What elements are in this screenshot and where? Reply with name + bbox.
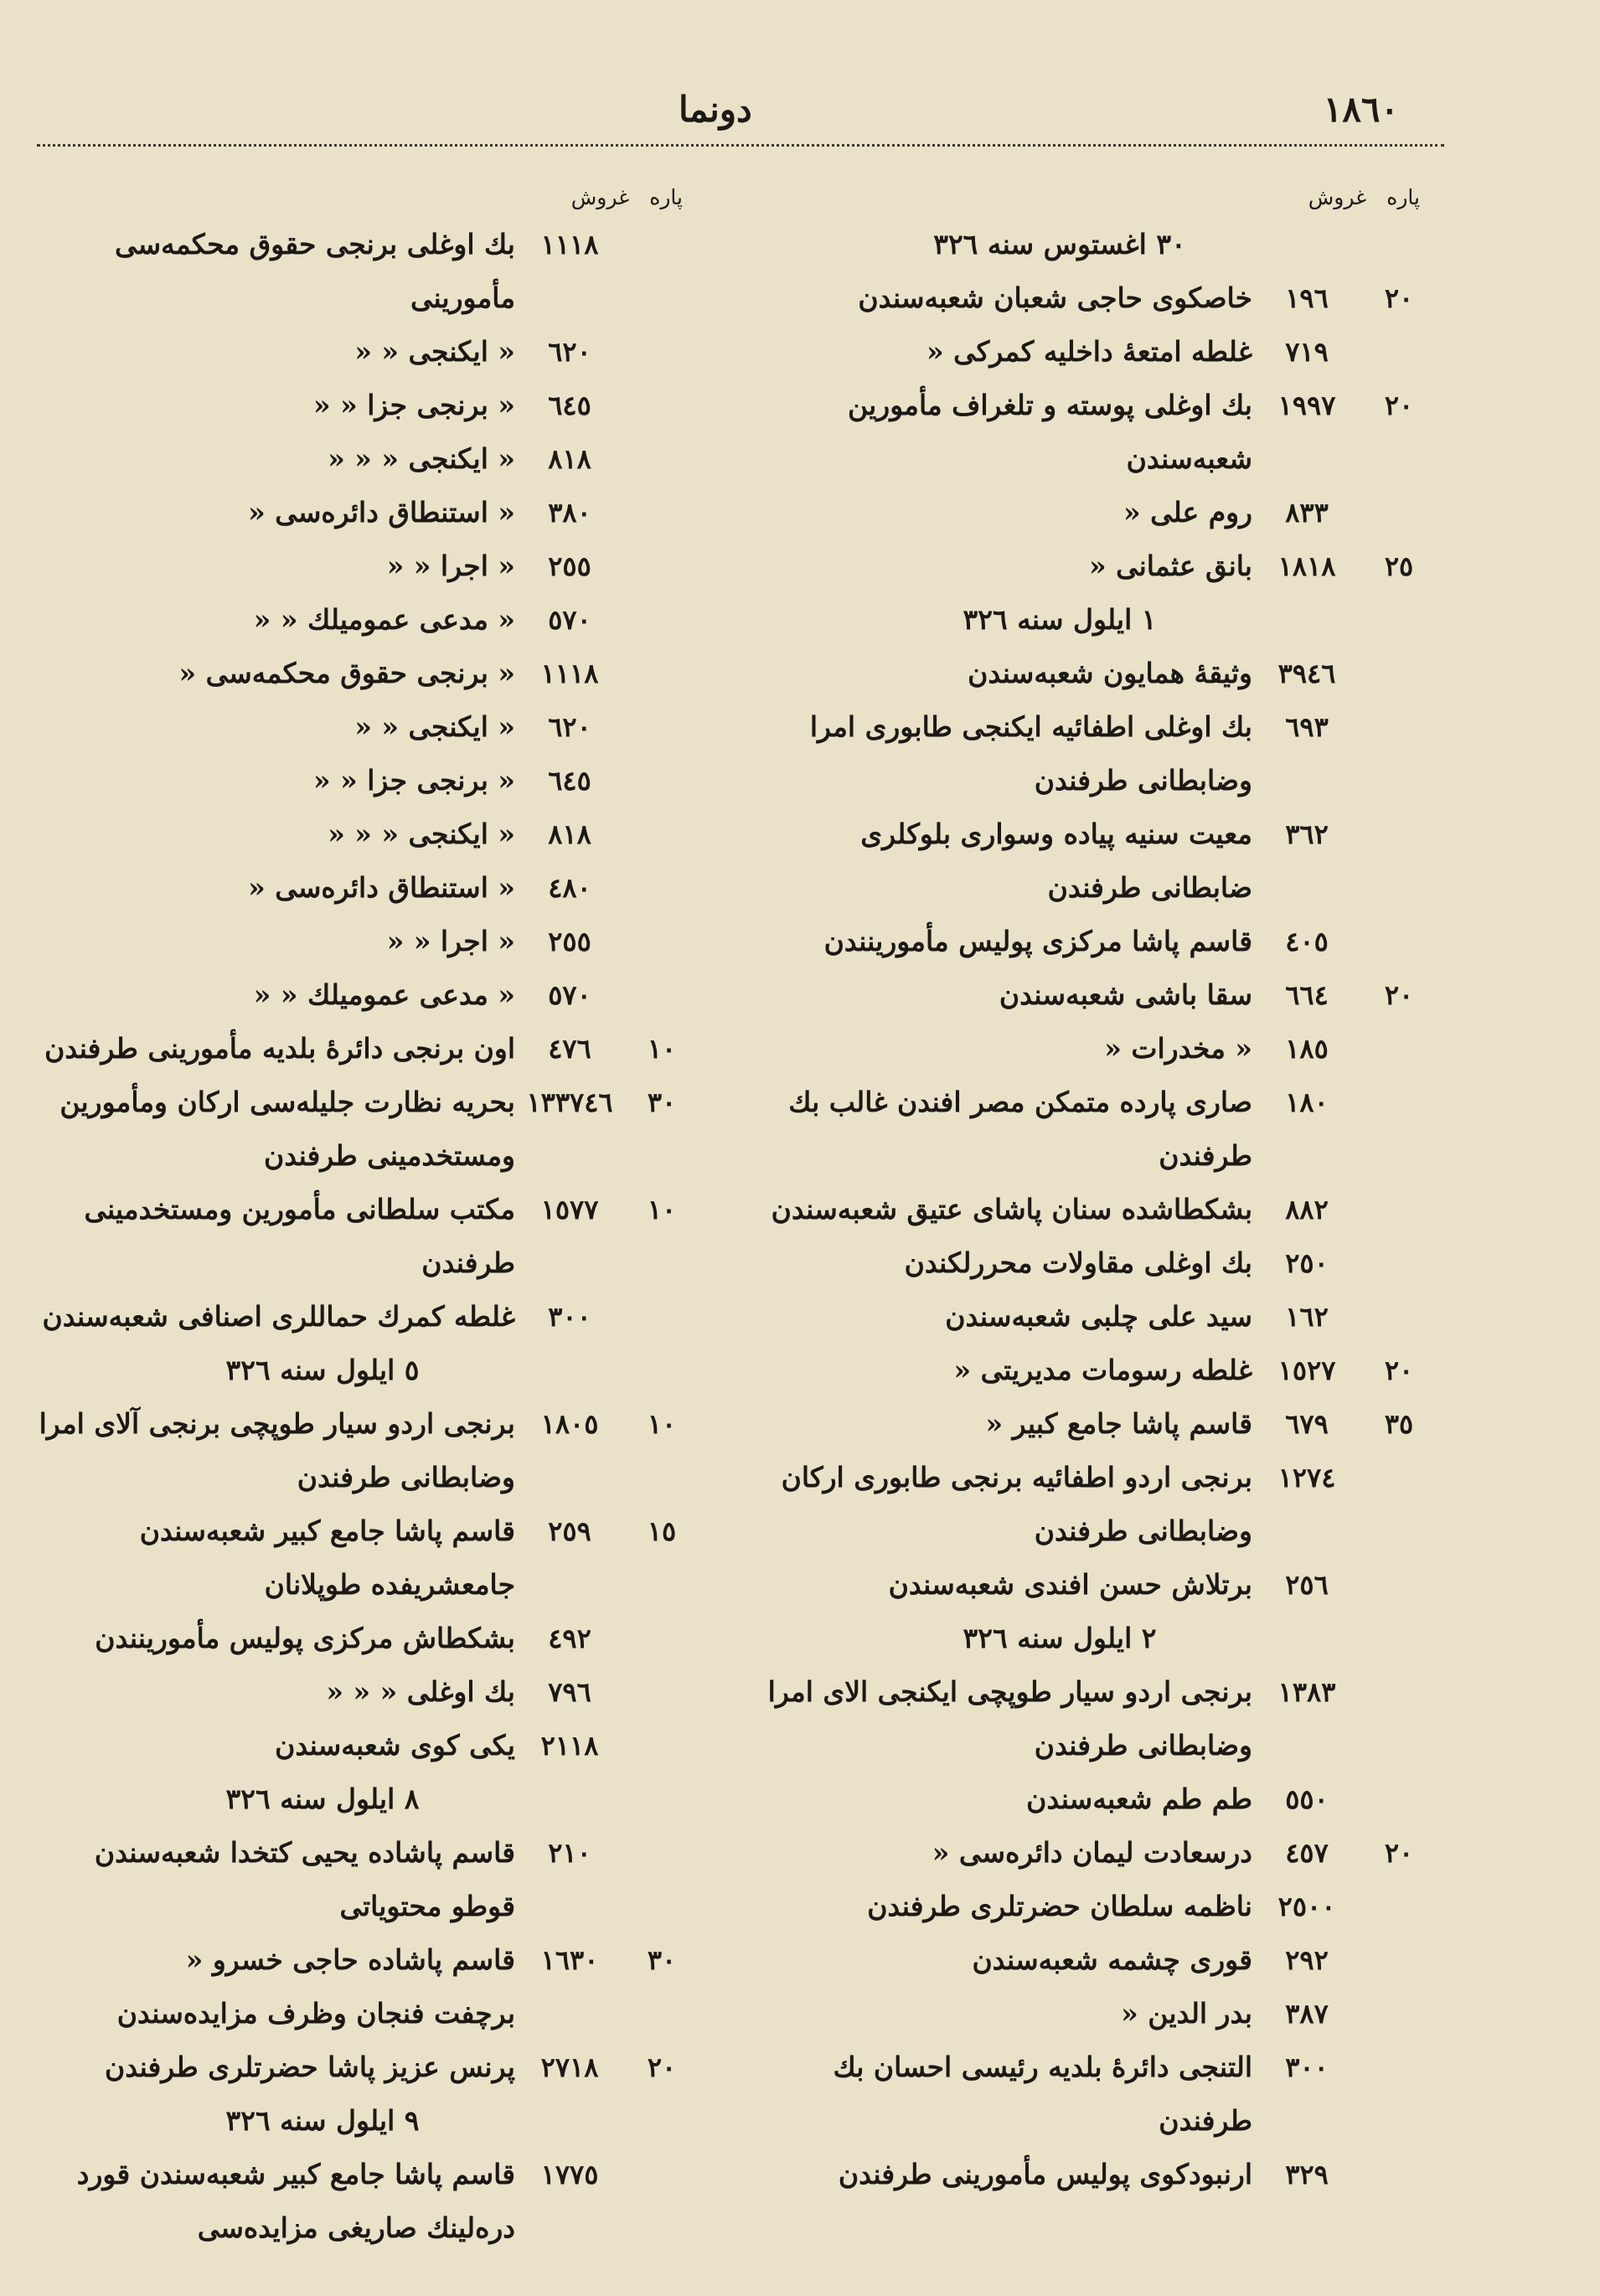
date-heading-row xyxy=(766,1612,1437,1665)
kurus-amount: ٢٥٦ xyxy=(1285,1569,1329,1601)
kurus-amount: ٣٠٠ xyxy=(548,1301,591,1333)
ledger-entry xyxy=(29,593,699,647)
ledger-entry xyxy=(29,1504,699,1612)
entry-description: اون برنجى دائرهٔ بلديه مأمورينى طرفندن xyxy=(44,1032,515,1065)
ledger-entry xyxy=(766,2041,1437,2148)
entry-description: بك اوغلى برنجى حقوق محكمه‌سى مأمورينى xyxy=(114,228,515,314)
entry-description: پرنس عزيز پاشا حضرتلرى طرفندن xyxy=(105,2051,515,2083)
entry-description: التنجى دائرهٔ بلديه رئيسى احسان بك طرفندن xyxy=(833,2051,1252,2137)
kurus-amount: ١٨٠ xyxy=(1285,1086,1329,1118)
para-amount: ٢٠ xyxy=(1384,979,1414,1011)
ledger-entry xyxy=(29,807,699,861)
kurus-amount: ٣٦٢ xyxy=(1285,818,1329,850)
ledger-entry xyxy=(29,2041,699,2094)
entry-description: « مخدرات « xyxy=(1104,1032,1252,1065)
ledger-entry xyxy=(29,1397,699,1504)
para-amount: ٣٠ xyxy=(647,1944,677,1976)
entry-description: يكى كوى شعبه‌سندن xyxy=(275,1729,515,1762)
entry-description: « اجرا « « xyxy=(386,549,515,582)
entry-description: درسعادت ليمان دائره‌سى « xyxy=(932,1836,1252,1869)
kurus-amount: ٢٥٩ xyxy=(548,1515,591,1547)
ledger-entry xyxy=(766,539,1437,593)
kurus-amount: ٢٩٢ xyxy=(1285,1944,1329,1976)
para-amount: ٢٠ xyxy=(1384,282,1414,314)
ledger-entry xyxy=(766,1933,1437,1987)
entry-description: سيد على چلبى شعبه‌سندن xyxy=(945,1300,1252,1333)
kurus-amount: ٧١٩ xyxy=(1285,336,1329,368)
kurus-amount: ٥٧٠ xyxy=(548,604,591,636)
kurus-amount: ٨١٨ xyxy=(548,818,591,850)
entry-description: برنجى اردو سيار طوپچى برنجى آلاى امرا وضابطانى طرفندن xyxy=(39,1407,515,1494)
entry-description: برتلاش حسن افندى شعبه‌سندن xyxy=(888,1568,1252,1601)
kurus-amount: ٣٩٤٦ xyxy=(1277,658,1336,689)
entry-description: وثيقهٔ همايون شعبه‌سندن xyxy=(968,657,1252,689)
entry-description: معيت سنيه پياده وسوارى بلوكلرى ضابطانى طرفندن xyxy=(860,818,1252,904)
ledger-entry xyxy=(29,1933,699,1987)
kurus-heading: غروش xyxy=(570,184,630,209)
ledger-entry xyxy=(29,700,699,754)
date-heading-row xyxy=(766,593,1437,647)
ledger-entry xyxy=(766,1344,1437,1397)
kurus-amount: ٣٨٧ xyxy=(1285,1998,1329,2030)
entry-description: بك اوغلى مقاولات محررلكندن xyxy=(904,1246,1252,1279)
entry-description: قورى چشمه شعبه‌سندن xyxy=(972,1943,1252,1976)
kurus-amount: ١٧٧٥ xyxy=(540,2159,599,2190)
ledger-entry xyxy=(29,1022,699,1076)
entry-description: غلطه امتعهٔ داخليه كمركى « xyxy=(926,335,1252,368)
ledger-entry xyxy=(766,1826,1437,1880)
para-amount: ١٠ xyxy=(647,1033,677,1065)
entry-description: بشكطاشده سنان پاشاى عتيق شعبه‌سندن xyxy=(771,1193,1252,1225)
kurus-amount: ٢٥٠ xyxy=(1285,1247,1329,1279)
ledger-entry xyxy=(29,1987,699,2041)
entry-description: ناظمه سلطان حضرتلرى طرفندن xyxy=(867,1890,1252,1922)
entry-description: « مدعى عموميلك « « xyxy=(253,603,515,636)
ledger-entry xyxy=(29,915,699,968)
entry-description: بدر الدين « xyxy=(1121,1997,1252,2030)
kurus-amount: ١٥٢٧ xyxy=(1277,1354,1336,1386)
entry-description: « برنجى جزا « « xyxy=(313,389,515,421)
entry-description: ٥ ايلول سنه ٣٢٦ xyxy=(225,1354,420,1386)
para-amount: ٢٠ xyxy=(647,2051,677,2083)
para-amount: ١٠ xyxy=(647,1408,677,1440)
header-divider xyxy=(37,144,1444,147)
entry-description: صارى پارده متمكن مصر افندن غالب بك طرفندن xyxy=(788,1086,1252,1172)
kurus-amount: ٦٩٣ xyxy=(1285,711,1329,743)
column-header xyxy=(766,176,1437,218)
ledger-entry xyxy=(29,1665,699,1719)
ledger-entry xyxy=(29,968,699,1022)
entry-description: بانق عثمانى « xyxy=(1088,549,1252,582)
entry-description: « برنجى حقوق محكمه‌سى « xyxy=(178,657,515,689)
entry-description: برنجى اردو سيار طوپچى ايكنجى الاى امرا وضابطانى طرفندن xyxy=(767,1675,1252,1762)
kurus-amount: ٦٦٤ xyxy=(1285,979,1329,1011)
kurus-amount: ١٣٣٧٤٦ xyxy=(526,1086,613,1118)
entry-description: بك اوغلى اطفائيه ايكنجى طابورى امرا وضابطانى طرفندن xyxy=(809,710,1252,797)
ledger-entry xyxy=(29,1183,699,1290)
ledger-entry xyxy=(29,486,699,539)
entry-description: « برنجى جزا « « xyxy=(313,764,515,797)
entry-description: ٨ ايلول سنه ٣٢٦ xyxy=(225,1783,420,1815)
ledger-entry xyxy=(766,1183,1437,1236)
ledger-entry xyxy=(29,218,699,325)
ledger-entry xyxy=(766,271,1437,325)
kurus-amount: ١٢٧٤ xyxy=(1277,1462,1336,1494)
entry-description: قاسم پاشا جامع كبير « xyxy=(985,1407,1252,1440)
entry-description: قاسم پاشا جامع كبير شعبه‌سندن جامعشريفده طوپلانان xyxy=(139,1514,515,1601)
ledger-entry xyxy=(29,647,699,700)
kurus-amount: ٤٩٢ xyxy=(548,1623,591,1654)
left-column xyxy=(29,176,699,2270)
para-amount: ٢٠ xyxy=(1384,390,1414,421)
kurus-amount: ٦٤٥ xyxy=(548,390,591,421)
entry-description: ٣٠ اغستوس سنه ٣٢٦ xyxy=(933,228,1186,261)
kurus-amount: ٨١٨ xyxy=(548,443,591,475)
entry-description: قاسم پاشا مركزى پوليس مأمورينندن xyxy=(823,925,1252,957)
ledger-entry xyxy=(766,1397,1437,1451)
ledger-entry xyxy=(766,1290,1437,1344)
entry-description: سقا باشى شعبه‌سندن xyxy=(999,978,1252,1011)
entry-description: « ايكنجى « « xyxy=(354,710,515,743)
ledger-entry xyxy=(766,1987,1437,2041)
kurus-amount: ١٥٧٧ xyxy=(540,1194,599,1225)
entry-description: بك اوغلى « « « xyxy=(326,1675,515,1708)
kurus-amount: ٦٢٠ xyxy=(548,336,591,368)
ledger-entry xyxy=(766,2148,1437,2201)
entry-description: ارنبودكوى پوليس مأمورينى طرفندن xyxy=(838,2158,1252,2190)
kurus-amount: ١٨٥ xyxy=(1285,1033,1329,1065)
ledger-entry xyxy=(766,1880,1437,1933)
kurus-amount: ١١١٨ xyxy=(540,229,599,261)
entry-description: « استنطاق دائره‌سى « xyxy=(248,496,515,529)
ledger-entry xyxy=(766,1076,1437,1183)
ledger-entry xyxy=(766,647,1437,700)
date-heading-row xyxy=(29,2094,699,2148)
kurus-amount: ١٨٠٥ xyxy=(540,1408,599,1440)
kurus-heading: غروش xyxy=(1308,184,1367,209)
kurus-amount: ١٣٨٣ xyxy=(1277,1676,1336,1708)
ledger-entry xyxy=(766,1236,1437,1290)
ledger-entry xyxy=(766,486,1437,539)
ledger-entry xyxy=(766,915,1437,968)
para-amount: ٣٥ xyxy=(1384,1408,1414,1440)
entry-description: « مدعى عموميلك « « xyxy=(253,978,515,1011)
ledger-entry xyxy=(29,861,699,915)
para-amount: ١٥ xyxy=(647,1515,677,1547)
entry-description: بشكطاش مركزى پوليس مأمورينندن xyxy=(95,1622,515,1654)
para-amount: ٢٠ xyxy=(1384,1354,1414,1386)
ledger-entry xyxy=(766,1558,1437,1612)
entry-description: ١ ايلول سنه ٣٢٦ xyxy=(963,603,1157,636)
kurus-amount: ٦٧٩ xyxy=(1285,1408,1329,1440)
kurus-amount: ٤٥٧ xyxy=(1285,1837,1329,1869)
kurus-amount: ٨٣٣ xyxy=(1285,497,1329,529)
kurus-amount: ١٩٩٧ xyxy=(1277,390,1336,421)
para-amount: ١٠ xyxy=(647,1194,677,1225)
entry-description: قاسم پاشا جامع كبير شعبه‌سندن قورد دره‌لينك صاريغى مزايده‌سى xyxy=(76,2158,515,2244)
entry-list xyxy=(766,218,1437,2201)
kurus-amount: ٥٥٠ xyxy=(1285,1783,1329,1815)
kurus-amount: ٥٧٠ xyxy=(548,979,591,1011)
entry-description: « ايكنجى « « « xyxy=(328,818,515,850)
entry-description: بحريه نظارت جليله‌سى اركان ومأمورين ومستخدمينى طرفندن xyxy=(59,1086,515,1172)
kurus-amount: ٣٢٩ xyxy=(1285,2159,1329,2190)
ledger-entry xyxy=(766,1022,1437,1076)
entry-description: خاصكوى حاجى شعبان شعبه‌سندن xyxy=(858,281,1252,314)
para-amount: ٢٥ xyxy=(1384,550,1414,582)
kurus-amount: ١٦٢ xyxy=(1285,1301,1329,1333)
right-column xyxy=(766,176,1437,2270)
ledger-entry xyxy=(766,379,1437,486)
date-heading-row xyxy=(29,1772,699,1826)
entry-description: برنجى اردو اطفائيه برنجى طابورى اركان وضابطانى طرفندن xyxy=(781,1461,1252,1547)
kurus-amount: ٨٨٢ xyxy=(1285,1194,1329,1225)
kurus-amount: ٢١١٨ xyxy=(540,1730,599,1762)
entry-description: ٢ ايلول سنه ٣٢٦ xyxy=(963,1622,1157,1654)
entry-description: قاسم پاشاده حاجى خسرو « xyxy=(185,1943,515,1976)
ledger-entry xyxy=(29,1076,699,1183)
entry-description: بك اوغلى پوسته و تلغراف مأمورين شعبه‌سندن xyxy=(847,389,1252,475)
ledger-entry xyxy=(29,1719,699,1772)
entry-description: طم طم شعبه‌سندن xyxy=(1026,1783,1252,1815)
entry-description: غلطه كمرك حماللرى اصنافى شعبه‌سندن xyxy=(42,1300,515,1333)
kurus-amount: ٢٥٠٠ xyxy=(1277,1891,1336,1922)
ledger-entry xyxy=(766,325,1437,379)
kurus-amount: ٤٠٥ xyxy=(1285,926,1329,957)
entry-description: « ايكنجى « « xyxy=(354,335,515,368)
ledger-entry xyxy=(766,1772,1437,1826)
page-number: ١٨٦٠ xyxy=(1323,89,1399,130)
kurus-amount: ٤٧٦ xyxy=(548,1033,591,1065)
kurus-amount: ٣٠٠ xyxy=(1285,2051,1329,2083)
kurus-amount: ٢٧١٨ xyxy=(540,2051,599,2083)
para-heading: پاره xyxy=(649,184,683,209)
kurus-amount: ٢٥٥ xyxy=(548,550,591,582)
kurus-amount: ٢١٠ xyxy=(548,1837,591,1869)
ledger-entry xyxy=(766,968,1437,1022)
entry-description: « ايكنجى « « « xyxy=(328,442,515,475)
kurus-amount: ٦٤٥ xyxy=(548,765,591,797)
entry-list xyxy=(29,218,699,2255)
entry-description: « اجرا « « xyxy=(386,925,515,957)
kurus-amount: ٢٥٥ xyxy=(548,926,591,957)
ledger-entry xyxy=(29,379,699,432)
page-title: دونما xyxy=(679,89,752,130)
kurus-amount: ١٨١٨ xyxy=(1277,550,1336,582)
ledger-entry xyxy=(29,325,699,379)
ledger-entry xyxy=(29,754,699,807)
entry-description: روم على « xyxy=(1123,496,1252,529)
kurus-amount: ٣٨٠ xyxy=(548,497,591,529)
ledger-entry xyxy=(29,539,699,593)
entry-description: مكتب سلطانى مأمورين ومستخدمينى طرفندن xyxy=(84,1193,515,1279)
ledger-entry xyxy=(29,2148,699,2255)
kurus-amount: ٤٨٠ xyxy=(548,872,591,904)
ledger-entry xyxy=(29,1612,699,1665)
para-amount: ٢٠ xyxy=(1384,1837,1414,1869)
ledger-entry xyxy=(766,807,1437,915)
ledger-entry xyxy=(766,1451,1437,1558)
date-heading-row xyxy=(29,1344,699,1397)
entry-description: ٩ ايلول سنه ٣٢٦ xyxy=(225,2104,420,2137)
kurus-amount: ١٦٣٠ xyxy=(540,1944,599,1976)
para-heading: پاره xyxy=(1386,184,1420,209)
entry-description: قاسم پاشاده يحيى كتخدا شعبه‌سندن قوطو محتوياتى xyxy=(94,1836,515,1922)
entry-description: برچفت فنجان وظرف مزايده‌سندن xyxy=(116,1997,515,2030)
kurus-amount: ١٩٦ xyxy=(1285,282,1329,314)
entry-description: « استنطاق دائره‌سى « xyxy=(248,871,515,904)
ledger-entry xyxy=(766,700,1437,807)
kurus-amount: ١١١٨ xyxy=(540,658,599,689)
date-heading-row xyxy=(766,218,1437,271)
entry-description: غلطه رسومات مديريتى « xyxy=(953,1354,1252,1386)
ledger-entry xyxy=(29,432,699,486)
kurus-amount: ٦٢٠ xyxy=(548,711,591,743)
column-header xyxy=(29,176,699,218)
kurus-amount: ٧٩٦ xyxy=(548,1676,591,1708)
para-amount: ٣٠ xyxy=(647,1086,677,1118)
ledger-entry xyxy=(29,1826,699,1933)
ledger-entry xyxy=(766,1665,1437,1772)
ledger-entry xyxy=(29,1290,699,1344)
